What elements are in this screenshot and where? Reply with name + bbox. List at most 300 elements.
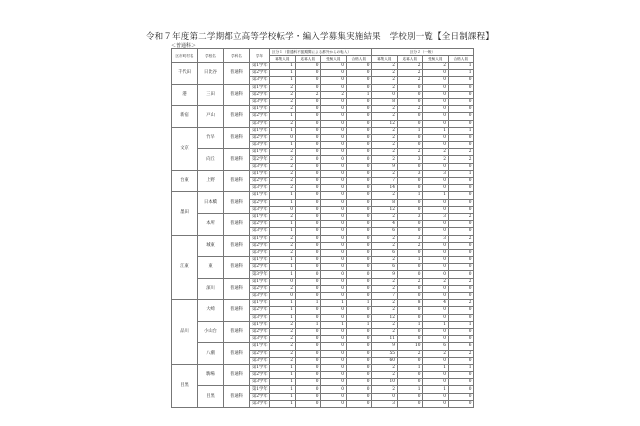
school-name: 本所 [198,213,224,235]
value-cell: 2 [397,63,423,70]
value-cell: 0 [321,293,347,300]
value-cell: 0 [295,386,321,393]
value-cell: 2 [321,91,347,98]
value-cell: 2 [372,372,398,379]
value-cell: 12 [372,120,398,127]
value-cell: 0 [397,113,423,120]
value-cell: 2 [372,77,398,84]
value-cell: 1 [270,307,296,314]
value-cell: 0 [448,142,474,149]
grade-cell: 第2学年 [250,91,270,98]
value-cell: 0 [321,142,347,149]
value-cell: 2 [270,156,296,163]
value-cell: 0 [397,199,423,206]
value-cell: 1 [397,364,423,371]
value-cell: 2 [270,285,296,292]
school-name: 戸山 [198,106,224,128]
value-cell: 2 [270,149,296,156]
value-cell: 2 [270,350,296,357]
value-cell: 0 [423,249,449,256]
value-cell: 0 [448,98,474,105]
value-cell: 0 [448,264,474,271]
value-cell: 2 [372,257,398,264]
value-cell: 0 [397,314,423,321]
header-sub: 受検人員 [321,56,347,63]
grade-cell: 第1学年 [250,235,270,242]
value-cell: 0 [321,364,347,371]
grade-cell: 第3学年 [250,120,270,127]
value-cell: 0 [270,134,296,141]
value-cell: 2 [372,149,398,156]
value-cell: 0 [270,206,296,213]
value-cell: 0 [321,249,347,256]
value-cell: 1 [270,379,296,386]
grade-cell: 第3学年 [250,271,270,278]
value-cell: 0 [321,336,347,343]
value-cell: 0 [346,293,372,300]
value-cell: 2 [372,285,398,292]
school-name: 城東 [198,235,224,257]
value-cell: 1 [448,170,474,177]
value-cell: 3 [423,213,449,220]
value-cell: 0 [423,264,449,271]
value-cell: 1 [423,321,449,328]
value-cell: 0 [295,163,321,170]
school-name: 上野 [198,170,224,192]
value-cell: 0 [448,77,474,84]
value-cell: 0 [448,120,474,127]
value-cell: 0 [448,386,474,393]
value-cell: 0 [448,328,474,335]
value-cell: 0 [423,142,449,149]
value-cell: 1 [270,113,296,120]
value-cell: 0 [397,228,423,235]
value-cell: 2 [372,156,398,163]
grade-cell: 第3学年 [250,206,270,213]
value-cell: 0 [423,185,449,192]
value-cell: 0 [423,314,449,321]
value-cell: 0 [321,63,347,70]
value-cell: 0 [397,142,423,149]
table-row [172,278,474,285]
value-cell: 2 [397,242,423,249]
table-row [172,192,474,199]
value-cell: 0 [321,170,347,177]
value-cell: 0 [397,178,423,185]
value-cell: 0 [397,357,423,364]
ward-name: 港 [172,84,198,106]
department-name: 普通科 [224,192,250,214]
grade-cell: 第2学年 [250,178,270,185]
value-cell: 2 [270,242,296,249]
value-cell: 1 [270,221,296,228]
value-cell: 2 [372,70,398,77]
value-cell: 0 [448,113,474,120]
value-cell: 0 [321,106,347,113]
value-cell: 2 [448,156,474,163]
value-cell: 0 [295,156,321,163]
value-cell: 0 [321,372,347,379]
value-cell: 0 [321,156,347,163]
value-cell: 0 [397,271,423,278]
value-cell: 0 [346,379,372,386]
school-name: 日本橋 [198,192,224,214]
ward-name: 品川 [172,300,198,365]
value-cell: 1 [397,257,423,264]
value-cell: 0 [295,206,321,213]
value-cell: 1 [270,393,296,400]
value-cell: 2 [270,213,296,220]
value-cell: 2 [448,350,474,357]
table-row [172,321,474,328]
value-cell: 2 [270,357,296,364]
value-cell: 2 [397,77,423,84]
value-cell: 1 [270,127,296,134]
grade-cell: 第1学年 [250,63,270,70]
value-cell: 12 [372,206,398,213]
table-row [172,84,474,91]
value-cell: 2 [372,63,398,70]
grade-cell: 第1学年 [250,149,270,156]
value-cell: 0 [397,307,423,314]
value-cell: 0 [448,379,474,386]
value-cell: 0 [448,271,474,278]
value-cell: 1 [321,321,347,328]
value-cell: 0 [448,307,474,314]
school-name: 小山台 [198,321,224,343]
value-cell: 0 [397,221,423,228]
value-cell: 0 [321,257,347,264]
value-cell: 0 [346,213,372,220]
grade-cell: 第3学年 [250,293,270,300]
value-cell: 0 [346,170,372,177]
value-cell: 0 [346,314,372,321]
value-cell: 0 [423,134,449,141]
value-cell: 0 [448,163,474,170]
value-cell: 0 [321,98,347,105]
value-cell: 2 [372,84,398,91]
value-cell: 2 [270,235,296,242]
value-cell: 0 [346,400,372,407]
value-cell: 1 [397,386,423,393]
value-cell: 0 [346,357,372,364]
grade-cell: 第3学年 [250,228,270,235]
value-cell: 0 [346,134,372,141]
value-cell: 2 [397,278,423,285]
value-cell: 0 [295,393,321,400]
department-name: 普通科 [224,343,250,365]
value-cell: 0 [295,120,321,127]
grade-cell: 第1学年 [250,278,270,285]
value-cell: 0 [321,350,347,357]
value-cell: 2 [372,364,398,371]
value-cell: 0 [346,106,372,113]
value-cell: 0 [423,120,449,127]
value-cell: 0 [397,400,423,407]
value-cell: 0 [448,257,474,264]
value-cell: 2 [270,185,296,192]
department-name: 普通科 [224,364,250,386]
value-cell: 2 [397,350,423,357]
value-cell: 0 [321,271,347,278]
value-cell: 0 [295,285,321,292]
value-cell: 1 [270,400,296,407]
value-cell: 0 [346,350,372,357]
value-cell: 0 [346,328,372,335]
value-cell: 2 [423,278,449,285]
value-cell: 1 [270,386,296,393]
header-sub: 合格人員 [346,56,372,63]
value-cell: 0 [423,178,449,185]
value-cell: 0 [295,192,321,199]
value-cell: 2 [448,300,474,307]
value-cell: 0 [321,84,347,91]
value-cell: 0 [448,242,474,249]
value-cell: 0 [346,206,372,213]
ward-name: 千代田 [172,63,198,85]
value-cell: 0 [321,120,347,127]
value-cell: 0 [346,242,372,249]
grade-cell: 第2学年 [250,264,270,271]
value-cell: 0 [321,221,347,228]
value-cell: 0 [423,206,449,213]
value-cell: 0 [346,271,372,278]
value-cell: 0 [346,120,372,127]
value-cell: 0 [397,264,423,271]
value-cell: 2 [270,170,296,177]
header-ward: 区市町村名 [172,49,198,63]
value-cell: 0 [346,285,372,292]
value-cell: 2 [270,98,296,105]
value-cell: 0 [295,77,321,84]
grade-cell: 第2学年 [250,242,270,249]
value-cell: 0 [423,163,449,170]
value-cell: 0 [448,199,474,206]
header-sub: 募集人員 [270,56,296,63]
school-name: 三田 [198,84,224,106]
value-cell: 0 [346,264,372,271]
value-cell: 0 [321,328,347,335]
value-cell: 6 [448,343,474,350]
value-cell: 2 [397,106,423,113]
value-cell: 0 [321,242,347,249]
value-cell: 0 [346,77,372,84]
grade-cell: 第2学年 [250,328,270,335]
table-row [172,63,474,70]
value-cell: 0 [321,77,347,84]
value-cell: 2 [372,213,398,220]
value-cell: 2 [372,300,398,307]
value-cell: 1 [346,300,372,307]
value-cell: 0 [397,185,423,192]
grade-cell: 第1学年 [250,364,270,371]
value-cell: 0 [321,278,347,285]
header-sub: 受検人員 [423,56,449,63]
value-cell: 1 [270,364,296,371]
value-cell: 0 [346,257,372,264]
value-cell: 0 [295,271,321,278]
value-cell: 0 [423,106,449,113]
value-cell: 0 [321,393,347,400]
value-cell: 3 [372,400,398,407]
value-cell: 1 [448,127,474,134]
value-cell: 0 [448,336,474,343]
value-cell: 0 [346,163,372,170]
value-cell: 0 [448,206,474,213]
value-cell: 0 [423,113,449,120]
value-cell: 0 [346,192,372,199]
value-cell: 0 [346,127,372,134]
value-cell: 0 [397,336,423,343]
value-cell: 0 [321,235,347,242]
value-cell: 0 [448,134,474,141]
value-cell: 0 [346,249,372,256]
value-cell: 2 [270,106,296,113]
value-cell: 0 [448,249,474,256]
table-row [172,257,474,264]
value-cell: 0 [423,328,449,335]
value-cell: 2 [372,127,398,134]
value-cell: 9 [372,163,398,170]
value-cell: 0 [423,293,449,300]
table-row [172,343,474,350]
value-cell: 14 [372,185,398,192]
value-cell: 1 [448,321,474,328]
header-sub: 合格人員 [448,56,474,63]
value-cell: 2 [270,84,296,91]
value-cell: 0 [346,199,372,206]
value-cell: 0 [346,372,372,379]
value-cell: 2 [372,192,398,199]
value-cell: 1 [397,192,423,199]
value-cell: 2 [448,235,474,242]
value-cell: 0 [423,98,449,105]
value-cell: 0 [397,372,423,379]
value-cell: 2 [270,343,296,350]
school-name: 大崎 [198,300,224,322]
value-cell: 0 [423,336,449,343]
value-cell: 1 [270,314,296,321]
grade-cell: 第2学年 [250,372,270,379]
value-cell: 1 [321,300,347,307]
ward-name: 台東 [172,170,198,192]
grade-cell: 第1学年 [250,84,270,91]
value-cell: 0 [448,285,474,292]
value-cell: 0 [295,293,321,300]
value-cell: 1 [270,271,296,278]
value-cell: 2 [270,249,296,256]
value-cell: 6 [372,264,398,271]
department-name: 普通科 [224,321,250,343]
value-cell: 0 [397,249,423,256]
school-name: 向丘 [198,149,224,171]
value-cell: 0 [346,343,372,350]
value-cell: 2 [372,170,398,177]
grade-cell: 第1学年 [250,343,270,350]
table-row [172,300,474,307]
grade-cell: 第3学年 [250,98,270,105]
value-cell: 0 [346,98,372,105]
value-cell: 0 [295,336,321,343]
value-cell: 0 [321,228,347,235]
header-category-1: 区分１（普通科不振期間による都外からの転入） [270,49,372,56]
grade-cell: 第1学年 [250,300,270,307]
value-cell: 0 [448,91,474,98]
value-cell: 0 [397,84,423,91]
value-cell: 0 [295,106,321,113]
value-cell: 1 [270,192,296,199]
value-cell: 1 [270,77,296,84]
value-cell: 0 [295,379,321,386]
value-cell: 0 [295,314,321,321]
header-row [172,49,474,56]
value-cell: 4 [423,300,449,307]
department-name: 普通科 [224,106,250,128]
page-title: 令和７年度第二学期都立高等学校転学・編入学募集実施結果 学校別一覧【全日制課程】 [145,32,494,42]
value-cell: 0 [321,163,347,170]
value-cell: 0 [346,149,372,156]
grade-cell: 第2学年 [250,70,270,77]
department-name: 普通科 [224,127,250,149]
department-name: 普通科 [224,213,250,235]
value-cell: 2 [397,149,423,156]
value-cell: 12 [372,314,398,321]
value-cell: 9 [372,343,398,350]
value-cell: 0 [448,314,474,321]
value-cell: 8 [372,199,398,206]
value-cell: 1 [397,321,423,328]
department-name: 普通科 [224,149,250,171]
value-cell: 0 [321,386,347,393]
grade-cell: 第1学年 [250,170,270,177]
department-name: 普通科 [224,170,250,192]
value-cell: 3 [397,170,423,177]
grade-cell: 第2学年 [250,307,270,314]
value-cell: 2 [372,142,398,149]
value-cell: 55 [372,350,398,357]
grade-cell: 第3学年 [250,185,270,192]
value-cell: 0 [423,77,449,84]
grade-cell: 第2学年 [250,113,270,120]
value-cell: 0 [423,271,449,278]
value-cell: 0 [295,307,321,314]
value-cell: 2 [270,178,296,185]
value-cell: 0 [346,178,372,185]
value-cell: 0 [321,134,347,141]
header-department: 学科名 [224,49,250,63]
value-cell: 0 [397,206,423,213]
department-name: 普通科 [224,257,250,279]
value-cell: 0 [321,70,347,77]
grade-cell: 第3学年 [250,357,270,364]
value-cell: 1 [423,364,449,371]
value-cell: 2 [423,156,449,163]
value-cell: 0 [295,242,321,249]
value-cell: 1 [270,264,296,271]
value-cell: 2 [372,307,398,314]
value-cell: 1 [346,321,372,328]
value-cell: 2 [372,386,398,393]
header-grade: 学年 [250,49,270,63]
value-cell: 2 [270,336,296,343]
value-cell: 0 [423,285,449,292]
value-cell: 0 [295,199,321,206]
value-cell: 0 [346,156,372,163]
grade-cell: 第2学年 [250,134,270,141]
grade-cell: 第2学年 [250,156,270,163]
value-cell: 0 [397,163,423,170]
value-cell: 0 [397,393,423,400]
